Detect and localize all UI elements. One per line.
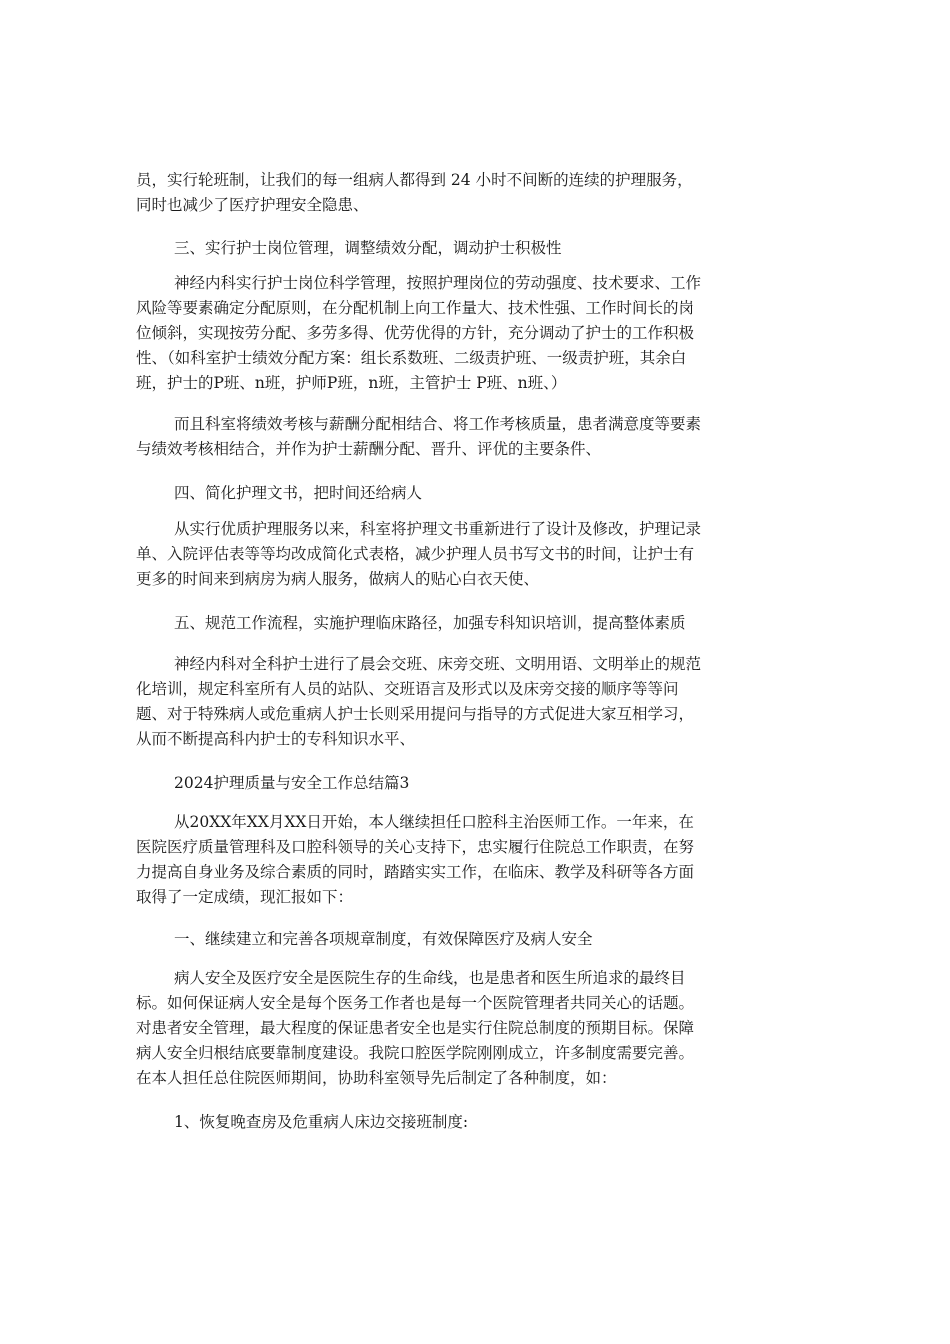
text-line: 而且科室将绩效考核与薪酬分配相结合、将工作考核质量，患者满意度等要素 [174,415,702,433]
text-line: 单、入院评估表等等均改成简化式表格，减少护理人员书写文书的时间，让护士有 [136,545,695,563]
section-heading [136,771,854,796]
text-line: 化培训，规定科室所有人员的站队、交班语言及形式以及床旁交接的顺序等等问 [136,680,679,698]
text-line: 三、实行护士岗位管理，调整绩效分配，调动护士积极性 [174,239,562,257]
text-line: 风险等要素确定分配原则，在分配机制上向工作量大、技术性强、工作时间长的岗 [136,299,695,317]
paragraph [136,412,816,462]
text-line: 题、对于特殊病人或危重病人护士长则采用提问与指导的方式促进大家互相学习， [136,705,695,723]
section-heading [136,611,854,636]
text-line: 与绩效考核相结合，并作为护士薪酬分配、晋升、评优的主要条件、 [136,440,602,458]
paragraph [136,810,816,910]
text-line: 标。如何保证病人安全是每个医务工作者也是每一个医院管理者共同关心的话题。 [136,994,695,1012]
text-line: 对患者安全管理，最大程度的保证患者安全也是实行住院总制度的预期目标。保障 [136,1019,695,1037]
text-line: 位倾斜，实现按劳分配、多劳多得、优劳优得的方针，充分调动了护士的工作积极 [136,324,695,342]
text-line: 医院医疗质量管理科及口腔科领导的关心支持下，忠实履行住院总工作职责，在努 [136,838,695,856]
text-line: 五、规范工作流程，实施护理临床路径，加强专科知识培训，提高整体素质 [174,614,686,632]
paragraph [136,168,816,218]
section-heading [136,481,854,506]
text-line: 性、（如科室护士绩效分配方案：组长系数班、二级责护班、一级责护班，其余白 [136,349,687,367]
text-line: 2024护理质量与安全工作总结篇3 [174,774,410,792]
paragraph [136,517,816,592]
text-line: 同时也减少了医疗护理安全隐患、 [136,196,369,214]
text-line: 从而不断提高科内护士的专科知识水平、 [136,730,416,748]
paragraph [136,966,816,1091]
text-line: 力提高自身业务及综合素质的同时，踏踏实实工作，在临床、教学及科研等各方面 [136,863,695,881]
text-line: 更多的时间来到病房为病人服务，做病人的贴心白衣天使、 [136,570,540,588]
section-heading [136,927,854,952]
text-line: 班，护士的P班、n班，护师P班，n班，主管护士 P班、n班、） [136,374,567,392]
text-line: 神经内科对全科护士进行了晨会交班、床旁交班、文明用语、文明举止的规范 [174,655,702,673]
text-line: 病人安全归根结底要靠制度建设。我院口腔医学院刚刚成立，许多制度需要完善。 [136,1044,695,1062]
section-heading [136,236,854,261]
text-line: 从20XX年XX月XX日开始，本人继续担任口腔科主治医师工作。一年来，在 [174,813,694,831]
text-line: 从实行优质护理服务以来，科室将护理文书重新进行了设计及修改，护理记录 [174,520,702,538]
paragraph [136,652,816,752]
text-line: 病人安全及医疗安全是医院生存的生命线，也是患者和医生所追求的最终目 [174,969,686,987]
text-line: 四、简化护理文书，把时间还给病人 [174,484,423,502]
text-line: 神经内科实行护士岗位科学管理，按照护理岗位的劳动强度、技术要求、工作 [174,274,702,292]
paragraph [136,271,816,396]
text-line: 取得了一定成绩，现汇报如下： [136,888,354,906]
text-line: 在本人担任总住院医师期间，协助科室领导先后制定了各种制度，如： [136,1069,617,1087]
text-line: 一、继续建立和完善各项规章制度，有效保障医疗及病人安全 [174,930,593,948]
numbered-item [136,1110,854,1135]
text-line: 员，实行轮班制，让我们的每一组病人都得到 24 小时不间断的连续的护理服务， [136,171,693,189]
text-line: 1、恢复晚查房及危重病人床边交接班制度: [174,1113,469,1131]
